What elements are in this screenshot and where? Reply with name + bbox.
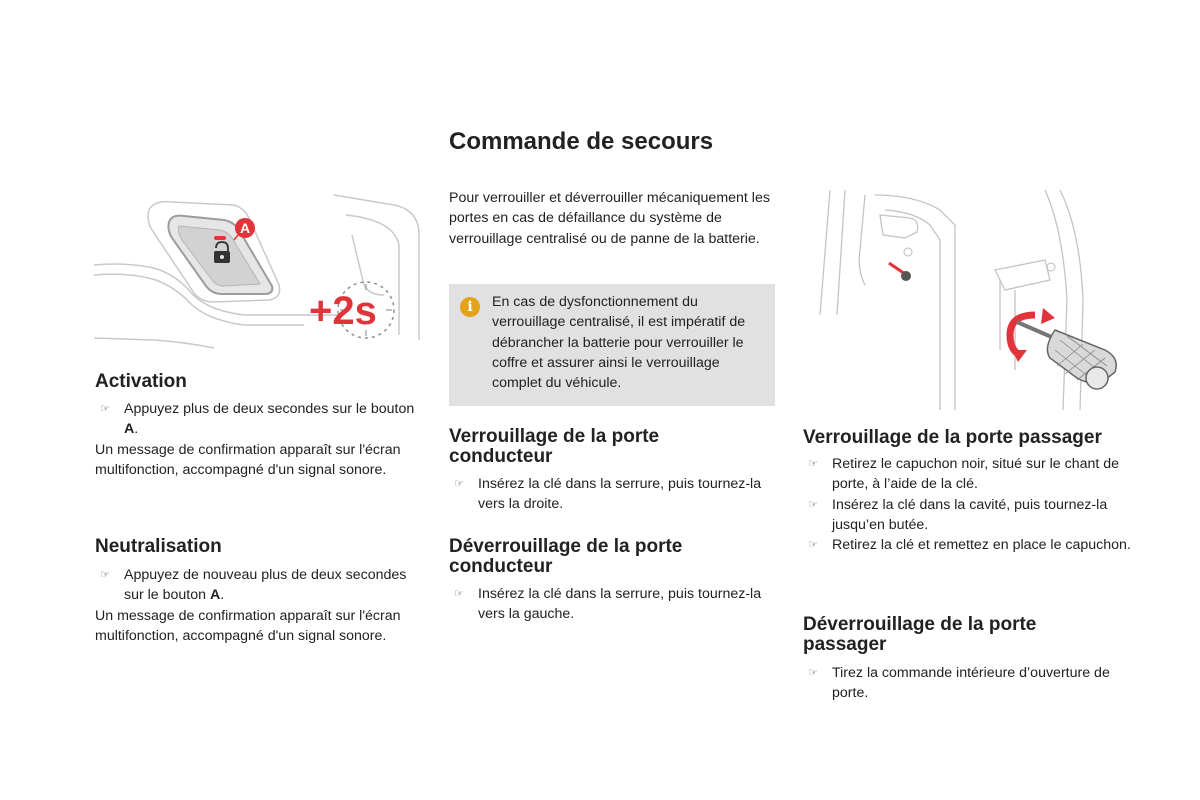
hand-pointer-icon: ☞ xyxy=(808,458,818,470)
list-item xyxy=(803,663,1133,704)
lock-button-illustration xyxy=(94,190,424,350)
activation-section xyxy=(95,399,415,480)
lock-passenger-heading: Verrouillage de la porte passager xyxy=(803,427,1102,448)
list-item-text: Retirez la clé et remettez en place le capuchon. xyxy=(832,537,1131,554)
info-icon: i xyxy=(460,297,480,317)
activation-bullet xyxy=(95,399,415,440)
neutralisation-section xyxy=(95,565,415,646)
hand-pointer-icon: ☞ xyxy=(808,539,818,552)
activation-note: Un message de confirmation apparaît sur l'écran multifonction, accompagné d'un signal sonore. xyxy=(95,441,401,478)
hand-pointer-icon: ☞ xyxy=(454,588,464,600)
list-item xyxy=(803,495,1133,536)
button-a-ref: A xyxy=(209,587,221,604)
list-item-text: Insérez la clé dans la serrure, puis tournez-la vers la droite. xyxy=(478,476,762,513)
hand-pointer-icon: ☞ xyxy=(100,403,110,415)
info-text: En cas de dysfonctionnement du verrouillage centralisé, il est impératif de débrancher la batterie pour verrouiller le coffre et assurer ainsi le verrouillage complet du véhicule. xyxy=(492,294,746,392)
unlock-driver-list xyxy=(449,584,779,625)
neutralisation-note: Un message de confirmation apparaît sur l'écran multifonction, accompagné d'un signal sonore. xyxy=(95,607,401,644)
neutralisation-text-end: . xyxy=(220,587,225,604)
hand-pointer-icon: ☞ xyxy=(808,667,818,679)
hold-duration-label: +2s xyxy=(309,289,377,333)
lock-passenger-list xyxy=(803,454,1133,555)
activation-text-end: . xyxy=(134,421,139,438)
unlock-driver-heading: Déverrouillage de la porte conducteur xyxy=(449,536,683,577)
list-item-text: Retirez le capuchon noir, situé sur le chant de porte, à l’aide de la clé. xyxy=(832,456,1120,493)
activation-heading: Activation xyxy=(95,371,187,392)
callout-a-label: A xyxy=(239,220,251,236)
list-item xyxy=(803,454,1133,495)
info-box xyxy=(449,284,775,406)
hand-pointer-icon: ☞ xyxy=(808,498,818,511)
neutralisation-heading: Neutralisation xyxy=(95,536,222,557)
list-item-text: Tirez la commande intérieure d’ouverture de porte. xyxy=(832,665,1110,702)
neutralisation-bullet xyxy=(95,565,415,606)
neutralisation-text: Appuyez de nouveau plus de deux secondes sur le bouton xyxy=(124,567,407,604)
lock-driver-heading: Verrouillage de la porte conducteur xyxy=(449,426,660,467)
list-item-text: Insérez la clé dans la serrure, puis tournez-la vers la gauche. xyxy=(478,586,762,623)
unlock-passenger-list xyxy=(803,663,1133,704)
activation-text: Appuyez plus de deux secondes sur le bouton xyxy=(124,401,415,417)
hand-pointer-icon: ☞ xyxy=(454,478,464,490)
lock-driver-list xyxy=(449,474,779,515)
list-item xyxy=(803,535,1133,555)
unlock-passenger-heading: Déverrouillage de la porte passager xyxy=(803,614,1037,655)
list-item xyxy=(449,584,779,625)
list-item-text: Insérez la clé dans la cavité, puis tournez-la jusqu’en butée. xyxy=(832,496,1108,533)
list-item xyxy=(449,474,779,515)
page-title: Commande de secours xyxy=(449,128,714,155)
hand-pointer-icon: ☞ xyxy=(100,569,110,581)
door-key-illustration xyxy=(805,190,1135,410)
button-a-ref: A xyxy=(124,421,135,438)
intro-paragraph: Pour verrouiller et déverrouiller mécaniquement les portes en cas de défaillance du système de verrouillage centralisé ou de panne de la batterie. xyxy=(449,190,770,247)
